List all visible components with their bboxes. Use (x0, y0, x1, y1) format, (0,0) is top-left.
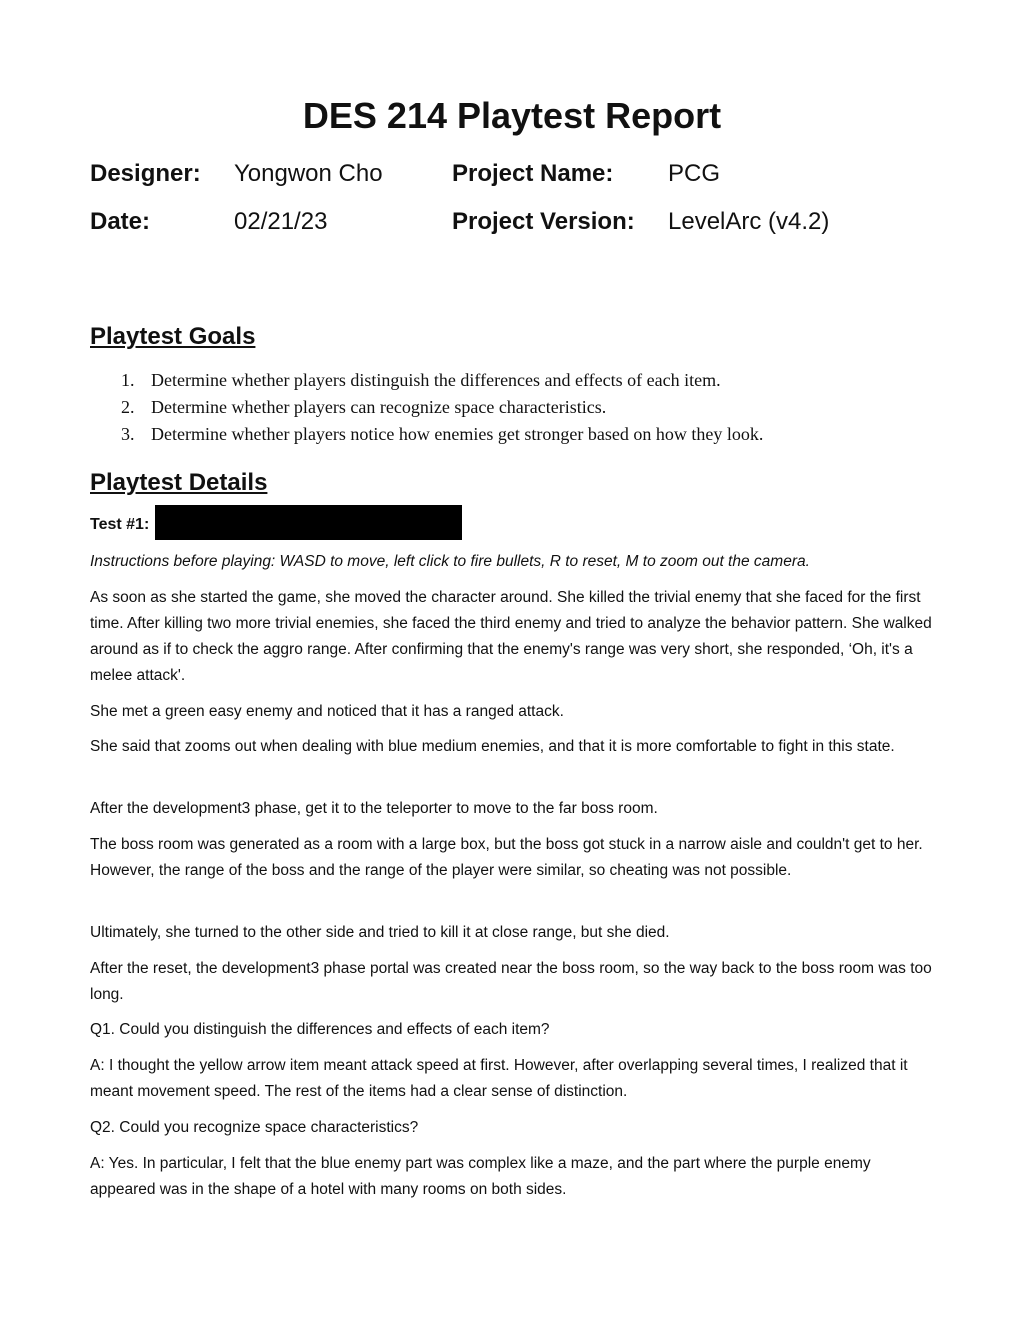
list-item (90, 367, 950, 394)
page-title: DES 214 Playtest Report (302, 95, 722, 136)
paragraph: She met a green easy enemy and noticed that it has a ranged attack. (90, 703, 564, 720)
paragraph: After the development3 phase, get it to the teleporter to move to the far boss room. (90, 800, 658, 817)
answer-text: A: Yes. In particular, I felt that the blue enemy part was complex like a maze, and the part where the purple enemy appeared was in the shape of a hotel with many rooms on both sides. (90, 1155, 871, 1198)
project-name-label: Project Name: (452, 160, 614, 187)
list-item-text: Determine whether players notice how enemies get stronger based on how they look. (151, 424, 764, 444)
list-item-text: Determine whether players can recognize space characteristics. (151, 397, 607, 417)
paragraph: The boss room was generated as a room with a large box, but the boss got stuck in a narrow aisle and couldn't get to her. However, the range of the boss and the range of the player were similar, so cheating was not possible. (90, 836, 923, 879)
project-version-label: Project Version: (452, 208, 635, 235)
question-text: Q2. Could you recognize space characteristics? (90, 1119, 419, 1136)
paragraph: As soon as she started the game, she moved the character around. She killed the trivial enemy that she faced for the first time. After killing two more trivial enemies, she faced the third enemy and tried to analyze the behavior pattern. She walked around as if to check the aggro range. After confirming that the enemy's range was very short, she responded, ‘Oh, it's a melee attack'. (90, 589, 932, 684)
list-item-number: 1. (121, 370, 135, 390)
project-version-value: LevelArc (v4.2) (668, 208, 830, 235)
designer-value: Yongwon Cho (234, 160, 383, 187)
list-item-text: Determine whether players distinguish the differences and effects of each item. (151, 370, 721, 390)
list-item-number: 2. (121, 397, 135, 417)
redaction-bar (155, 505, 462, 540)
project-name-value: PCG (668, 160, 721, 187)
test-label: Test #1: (90, 516, 150, 533)
question-text: Q1. Could you distinguish the differences and effects of each item? (90, 1021, 550, 1038)
designer-label: Designer: (90, 160, 201, 187)
paragraph: She said that zooms out when dealing with blue medium enemies, and that it is more comfortable to fight in this state. (90, 738, 895, 755)
paragraph: After the reset, the development3 phase portal was created near the boss room, so the way back to the boss room was too long. (90, 960, 932, 1003)
answer-text: A: I thought the yellow arrow item meant attack speed at first. However, after overlapping several times, I realized that it meant movement speed. The rest of the items had a clear sense of distinction. (90, 1057, 908, 1100)
instructions-text: Instructions before playing: WASD to move, left click to fire bullets, R to reset, M to zoom out the camera. (90, 553, 810, 570)
date-value: 02/21/23 (234, 208, 328, 235)
playtest-goals-heading: Playtest Goals (90, 323, 256, 350)
paragraph: Ultimately, she turned to the other side and tried to kill it at close range, but she died. (90, 924, 670, 941)
list-item-number: 3. (121, 424, 135, 444)
date-label: Date: (90, 208, 151, 235)
playtest-details-heading: Playtest Details (90, 469, 268, 496)
list-item (90, 394, 950, 421)
goals-list (90, 367, 950, 448)
list-item (90, 421, 950, 448)
